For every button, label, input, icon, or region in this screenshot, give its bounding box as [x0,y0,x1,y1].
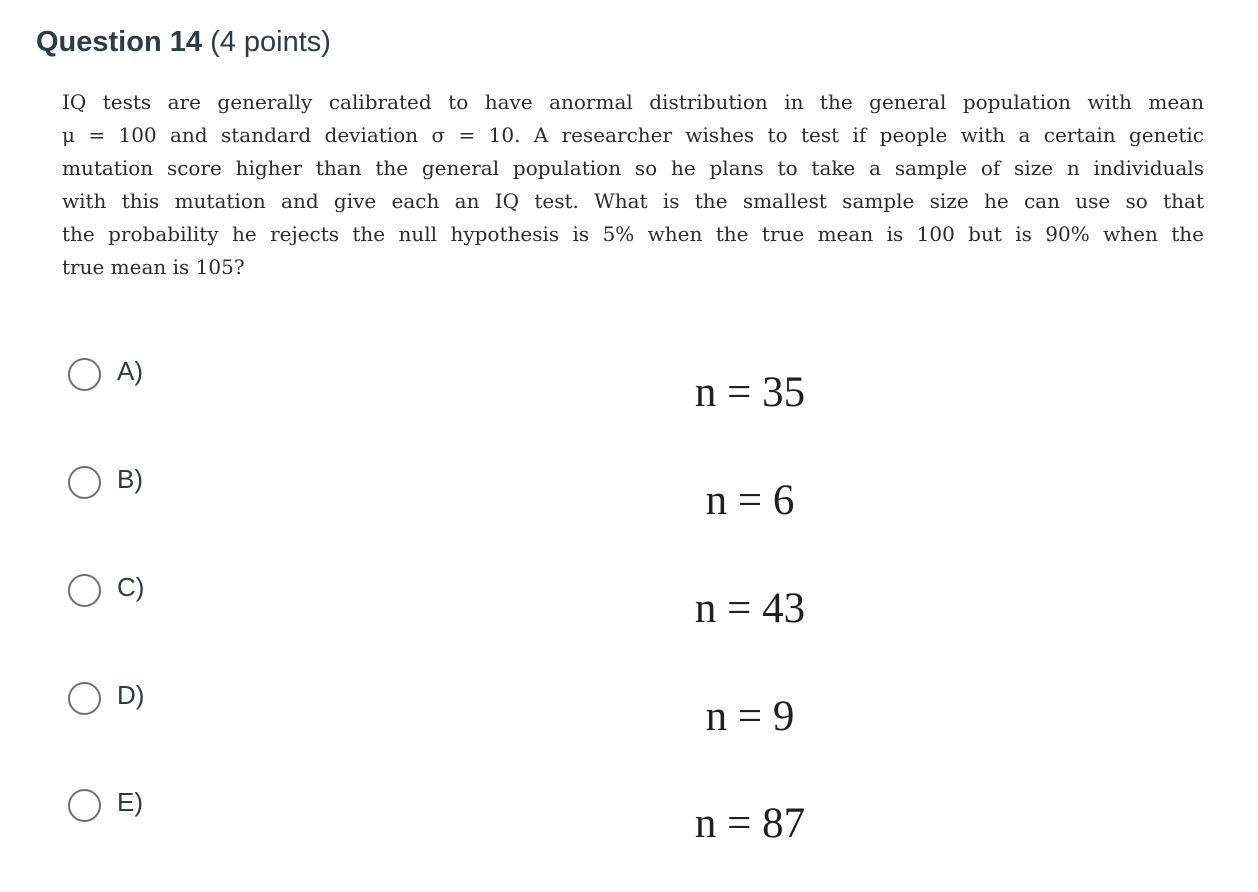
question-text-line: μ = 100 and standard deviation σ = 10. A researcher wishes to test if people with a certain genetic [62,123,1204,147]
answer-option-c[interactable] [68,572,806,634]
radio-button-c[interactable] [68,574,101,607]
radio-button-b[interactable] [68,466,101,499]
answer-value-a: n = 35 [694,369,806,416]
answer-option-a[interactable] [68,356,806,418]
answer-option-b[interactable] [68,464,795,526]
question-text-line: true mean is 105? [62,255,245,279]
answer-label-c: C) [117,572,145,602]
answer-value-e: n = 87 [694,800,806,847]
answer-option-d[interactable] [68,680,795,742]
answer-label-a: A) [117,356,143,386]
answer-label-e: E) [117,787,143,817]
radio-button-a[interactable] [68,358,101,391]
question-text-line: mutation score higher than the general population so he plans to take a sample of size n individuals [62,156,1204,180]
question-text-line: the probability he rejects the null hypothesis is 5% when the true mean is 100 but is 90% when the [62,222,1204,246]
question-text [62,86,1204,284]
answer-label-b: B) [117,464,143,494]
answer-value-c: n = 43 [694,585,806,632]
question-text-line: IQ tests are generally calibrated to have anormal distribution in the general population with mean [62,90,1204,114]
radio-button-e[interactable] [68,789,101,822]
answer-label-d: D) [117,680,145,710]
question-text-line: with this mutation and give each an IQ test. What is the smallest sample size he can use so that [62,189,1204,213]
answer-value-d: n = 9 [705,693,795,740]
radio-button-d[interactable] [68,682,101,715]
question-points: (4 points) [210,26,331,58]
question-title: Question 14 [36,26,202,58]
question-header [36,26,331,59]
answer-option-e[interactable] [68,787,806,849]
answer-value-b: n = 6 [705,477,795,524]
